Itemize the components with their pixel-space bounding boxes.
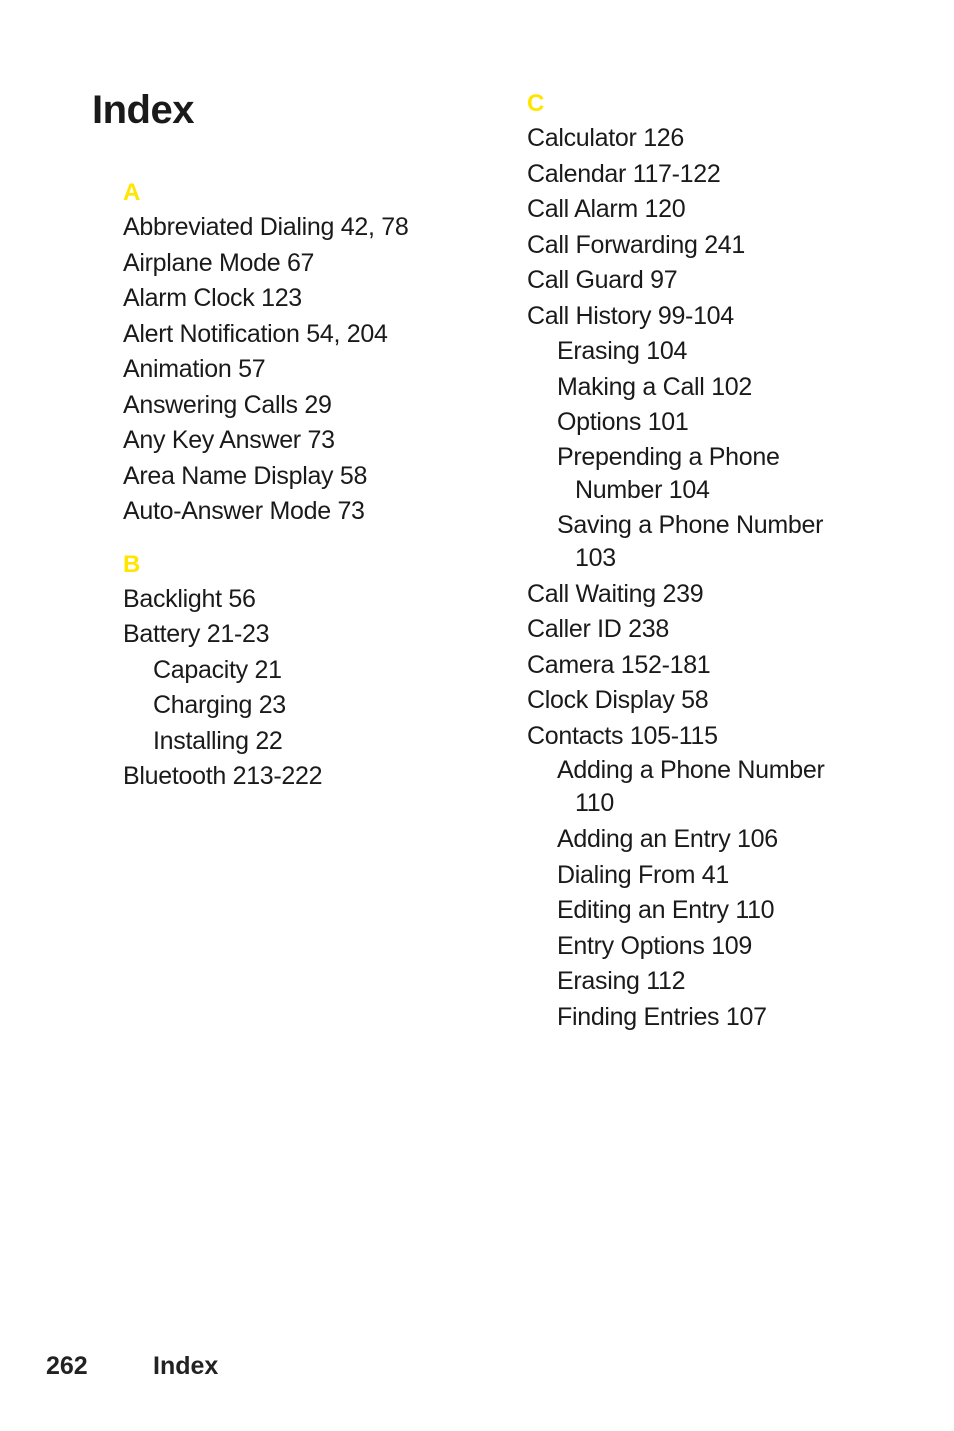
index-column-right <box>527 87 907 1035</box>
index-entry: Call Alarm 120 <box>527 195 686 223</box>
index-entry: Camera 152-181 <box>527 650 711 679</box>
index-subentry: Editing an Entry 110 <box>557 896 775 924</box>
index-entry: Call Guard 97 <box>527 266 678 294</box>
index-subentry: Charging 23 <box>153 691 286 719</box>
index-entry: Call Forwarding 241 <box>527 230 746 259</box>
index-entry: Any Key Answer 73 <box>123 426 335 454</box>
index-subentry: Making a Call 102 <box>557 372 753 401</box>
index-entry: Calculator 126 <box>527 124 685 152</box>
index-subentry: Erasing 112 <box>557 967 686 995</box>
page-title: Index <box>92 88 194 132</box>
index-subentry: Adding a Phone Number 110 <box>557 756 825 817</box>
index-subentry: Options 101 <box>557 408 689 436</box>
index-subentry: Capacity 21 <box>153 655 282 684</box>
page-number: 262 <box>46 1352 88 1380</box>
index-entry: Clock Display 58 <box>527 686 709 714</box>
index-subentry: Entry Options 109 <box>557 931 753 960</box>
index-entry: Backlight 56 <box>123 584 256 613</box>
index-entry: Auto-Answer Mode 73 <box>123 497 365 525</box>
index-entry: Calendar 117-122 <box>527 159 721 188</box>
index-entry: Call History 99-104 <box>527 301 734 330</box>
index-subentry: Adding an Entry 106 <box>557 825 778 853</box>
section-letter-a: A <box>123 179 141 206</box>
index-column-left <box>123 176 483 795</box>
index-subentry: Prepending a Phone Number 104 <box>557 442 780 504</box>
index-entry: Area Name Display 58 <box>123 461 368 490</box>
footer-section-label: Index <box>153 1352 219 1380</box>
index-entry: Call Waiting 239 <box>527 579 704 608</box>
index-subentry: Saving a Phone Number 103 <box>557 510 824 572</box>
index-entry: Bluetooth 213-222 <box>123 762 323 790</box>
index-subentry: Dialing From 41 <box>557 860 729 889</box>
index-entry: Abbreviated Dialing 42, 78 <box>123 213 409 241</box>
index-entry: Contacts 105-115 <box>527 721 718 750</box>
index-subentry: Finding Entries 107 <box>557 1002 767 1031</box>
section-letter-b: B <box>123 550 141 578</box>
section-letter-c: C <box>527 90 545 117</box>
index-entry: Answering Calls 29 <box>123 390 332 419</box>
index-entry: Battery 21-23 <box>123 620 270 648</box>
index-entry: Alert Notification 54, 204 <box>123 319 388 348</box>
index-subentry: Erasing 104 <box>557 337 688 365</box>
index-entry: Animation 57 <box>123 355 266 383</box>
index-entry: Caller ID 238 <box>527 615 669 643</box>
index-subentry: Installing 22 <box>153 726 283 755</box>
index-entry: Airplane Mode 67 <box>123 248 315 277</box>
index-entry: Alarm Clock 123 <box>123 284 302 312</box>
